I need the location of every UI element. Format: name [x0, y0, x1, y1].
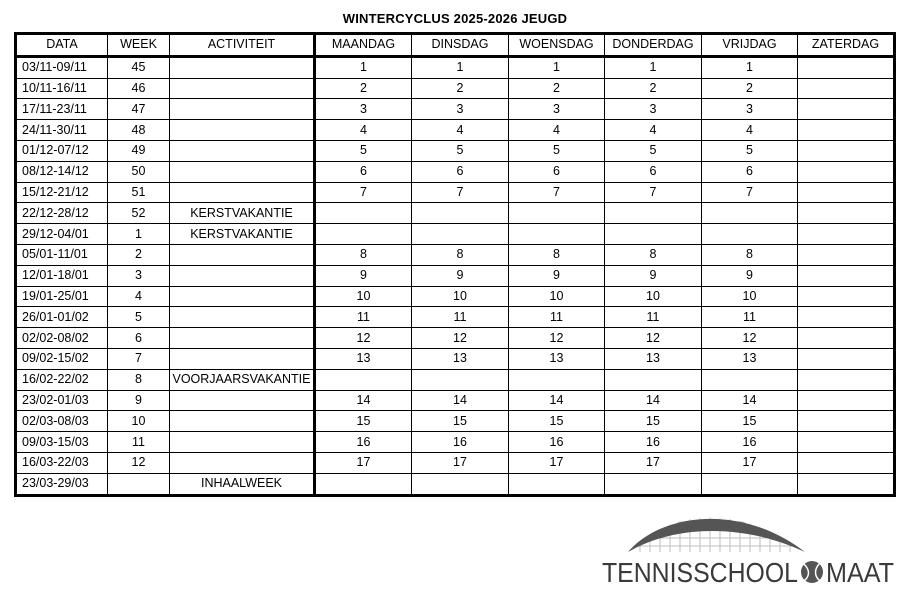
cell-zaterdag — [798, 452, 895, 473]
cell-date: 15/12-21/12 — [16, 182, 108, 203]
cell-donderdag: 2 — [605, 78, 702, 99]
cell-vrijdag: 5 — [702, 140, 798, 161]
table-row — [16, 348, 895, 369]
cell-donderdag: 6 — [605, 161, 702, 182]
cell-week: 47 — [108, 99, 170, 120]
cell-woensdag — [509, 473, 605, 495]
cell-donderdag: 16 — [605, 432, 702, 453]
cell-date: 10/11-16/11 — [16, 78, 108, 99]
cell-dinsdag: 16 — [412, 432, 509, 453]
table-row — [16, 161, 895, 182]
cell-donderdag — [605, 203, 702, 224]
table-row — [16, 369, 895, 390]
cell-dinsdag — [412, 203, 509, 224]
cell-vrijdag: 15 — [702, 411, 798, 432]
cell-zaterdag — [798, 99, 895, 120]
cell-woensdag: 13 — [509, 348, 605, 369]
cell-woensdag: 7 — [509, 182, 605, 203]
cell-maandag: 2 — [315, 78, 412, 99]
court-net-icon — [628, 508, 810, 552]
cell-zaterdag — [798, 286, 895, 307]
logo-text-maat: MAAT — [826, 557, 894, 588]
cell-week: 48 — [108, 120, 170, 141]
cell-date: 03/11-09/11 — [16, 56, 108, 78]
cell-zaterdag — [798, 78, 895, 99]
table-row — [16, 265, 895, 286]
cell-maandag: 9 — [315, 265, 412, 286]
cell-date: 24/11-30/11 — [16, 120, 108, 141]
cell-donderdag: 15 — [605, 411, 702, 432]
table-row — [16, 244, 895, 265]
cell-activity — [170, 182, 315, 203]
header-activiteit: ACTIVITEIT — [170, 34, 315, 57]
cell-dinsdag: 6 — [412, 161, 509, 182]
cell-donderdag: 13 — [605, 348, 702, 369]
cell-week: 49 — [108, 140, 170, 161]
cell-vrijdag: 16 — [702, 432, 798, 453]
cell-activity — [170, 244, 315, 265]
cell-zaterdag — [798, 348, 895, 369]
table-row — [16, 307, 895, 328]
cell-week: 6 — [108, 328, 170, 349]
cell-activity — [170, 411, 315, 432]
cell-maandag: 17 — [315, 452, 412, 473]
cell-vrijdag: 17 — [702, 452, 798, 473]
cell-woensdag: 8 — [509, 244, 605, 265]
cell-week: 3 — [108, 265, 170, 286]
tennisschool-maat-logo — [600, 508, 896, 596]
cell-activity — [170, 307, 315, 328]
cell-activity — [170, 161, 315, 182]
cell-woensdag — [509, 369, 605, 390]
cell-zaterdag — [798, 120, 895, 141]
cell-activity — [170, 432, 315, 453]
cell-activity — [170, 56, 315, 78]
cell-woensdag — [509, 203, 605, 224]
table-row — [16, 182, 895, 203]
cell-dinsdag — [412, 224, 509, 245]
cell-donderdag: 12 — [605, 328, 702, 349]
cell-woensdag: 14 — [509, 390, 605, 411]
cell-vrijdag: 10 — [702, 286, 798, 307]
cell-maandag: 5 — [315, 140, 412, 161]
cell-dinsdag: 17 — [412, 452, 509, 473]
cell-donderdag: 5 — [605, 140, 702, 161]
header-week: WEEK — [108, 34, 170, 57]
cell-donderdag: 7 — [605, 182, 702, 203]
cell-zaterdag — [798, 369, 895, 390]
schedule-table — [14, 32, 896, 497]
cell-week: 1 — [108, 224, 170, 245]
cell-dinsdag — [412, 473, 509, 495]
cell-dinsdag: 14 — [412, 390, 509, 411]
cell-vrijdag: 4 — [702, 120, 798, 141]
header-data: DATA — [16, 34, 108, 57]
table-row — [16, 390, 895, 411]
cell-dinsdag: 7 — [412, 182, 509, 203]
cell-vrijdag: 8 — [702, 244, 798, 265]
cell-maandag — [315, 224, 412, 245]
cell-zaterdag — [798, 265, 895, 286]
header-vrijdag: VRIJDAG — [702, 34, 798, 57]
table-row — [16, 203, 895, 224]
cell-maandag: 14 — [315, 390, 412, 411]
cell-activity — [170, 452, 315, 473]
cell-maandag: 16 — [315, 432, 412, 453]
cell-date: 08/12-14/12 — [16, 161, 108, 182]
cell-donderdag — [605, 473, 702, 495]
cell-date: 26/01-01/02 — [16, 307, 108, 328]
cell-activity: INHAALWEEK — [170, 473, 315, 495]
cell-maandag: 7 — [315, 182, 412, 203]
header-maandag: MAANDAG — [315, 34, 412, 57]
cell-zaterdag — [798, 307, 895, 328]
cell-week: 52 — [108, 203, 170, 224]
cell-date: 16/03-22/03 — [16, 452, 108, 473]
cell-week: 9 — [108, 390, 170, 411]
cell-zaterdag — [798, 56, 895, 78]
cell-week: 50 — [108, 161, 170, 182]
cell-activity — [170, 265, 315, 286]
cell-maandag: 13 — [315, 348, 412, 369]
cell-date: 09/03-15/03 — [16, 432, 108, 453]
cell-activity: KERSTVAKANTIE — [170, 203, 315, 224]
cell-zaterdag — [798, 328, 895, 349]
cell-date: 23/03-29/03 — [16, 473, 108, 495]
cell-zaterdag — [798, 161, 895, 182]
cell-week: 5 — [108, 307, 170, 328]
cell-donderdag — [605, 369, 702, 390]
table-row — [16, 56, 895, 78]
cell-activity — [170, 348, 315, 369]
cell-maandag — [315, 203, 412, 224]
table-row — [16, 224, 895, 245]
cell-date: 02/03-08/03 — [16, 411, 108, 432]
cell-maandag: 1 — [315, 56, 412, 78]
cell-woensdag: 10 — [509, 286, 605, 307]
cell-date: 12/01-18/01 — [16, 265, 108, 286]
cell-dinsdag: 11 — [412, 307, 509, 328]
cell-dinsdag: 12 — [412, 328, 509, 349]
cell-dinsdag: 8 — [412, 244, 509, 265]
cell-woensdag: 5 — [509, 140, 605, 161]
cell-zaterdag — [798, 432, 895, 453]
table-header-row — [16, 34, 895, 57]
cell-date: 17/11-23/11 — [16, 99, 108, 120]
cell-dinsdag: 13 — [412, 348, 509, 369]
cell-donderdag: 1 — [605, 56, 702, 78]
cell-zaterdag — [798, 203, 895, 224]
cell-maandag — [315, 369, 412, 390]
cell-dinsdag: 15 — [412, 411, 509, 432]
cell-donderdag: 9 — [605, 265, 702, 286]
cell-donderdag: 10 — [605, 286, 702, 307]
cell-week: 4 — [108, 286, 170, 307]
cell-zaterdag — [798, 473, 895, 495]
cell-date: 23/02-01/03 — [16, 390, 108, 411]
table-row — [16, 99, 895, 120]
cell-vrijdag: 12 — [702, 328, 798, 349]
cell-date: 01/12-07/12 — [16, 140, 108, 161]
cell-dinsdag: 10 — [412, 286, 509, 307]
cell-maandag: 8 — [315, 244, 412, 265]
cell-dinsdag: 9 — [412, 265, 509, 286]
cell-date: 16/02-22/02 — [16, 369, 108, 390]
cell-maandag — [315, 473, 412, 495]
cell-activity — [170, 390, 315, 411]
table-row — [16, 452, 895, 473]
table-row — [16, 78, 895, 99]
cell-week: 45 — [108, 56, 170, 78]
cell-woensdag: 2 — [509, 78, 605, 99]
cell-zaterdag — [798, 140, 895, 161]
cell-dinsdag: 5 — [412, 140, 509, 161]
table-row — [16, 286, 895, 307]
cell-zaterdag — [798, 390, 895, 411]
cell-maandag: 15 — [315, 411, 412, 432]
cell-activity — [170, 140, 315, 161]
cell-week: 11 — [108, 432, 170, 453]
cell-dinsdag: 1 — [412, 56, 509, 78]
logo-text-tennisschool: TENNISSCHOOL — [602, 557, 798, 588]
cell-week: 10 — [108, 411, 170, 432]
cell-woensdag: 15 — [509, 411, 605, 432]
cell-vrijdag: 11 — [702, 307, 798, 328]
cell-donderdag: 17 — [605, 452, 702, 473]
table-row — [16, 432, 895, 453]
cell-activity — [170, 328, 315, 349]
cell-donderdag: 3 — [605, 99, 702, 120]
cell-activity — [170, 286, 315, 307]
cell-maandag: 12 — [315, 328, 412, 349]
cell-vrijdag — [702, 473, 798, 495]
table-row — [16, 120, 895, 141]
cell-maandag: 6 — [315, 161, 412, 182]
cell-vrijdag — [702, 369, 798, 390]
table-row — [16, 328, 895, 349]
cell-date: 02/02-08/02 — [16, 328, 108, 349]
table-row — [16, 140, 895, 161]
cell-woensdag: 4 — [509, 120, 605, 141]
cell-date: 05/01-11/01 — [16, 244, 108, 265]
cell-vrijdag: 2 — [702, 78, 798, 99]
cell-week: 12 — [108, 452, 170, 473]
cell-week: 46 — [108, 78, 170, 99]
cell-dinsdag — [412, 369, 509, 390]
cell-woensdag — [509, 224, 605, 245]
cell-woensdag: 1 — [509, 56, 605, 78]
cell-week: 2 — [108, 244, 170, 265]
cell-week: 51 — [108, 182, 170, 203]
cell-woensdag: 6 — [509, 161, 605, 182]
cell-activity — [170, 120, 315, 141]
cell-donderdag: 14 — [605, 390, 702, 411]
cell-activity: KERSTVAKANTIE — [170, 224, 315, 245]
cell-donderdag: 8 — [605, 244, 702, 265]
cell-week: 7 — [108, 348, 170, 369]
cell-zaterdag — [798, 244, 895, 265]
cell-dinsdag: 2 — [412, 78, 509, 99]
cell-zaterdag — [798, 182, 895, 203]
cell-vrijdag: 3 — [702, 99, 798, 120]
tennis-ball-icon — [801, 561, 823, 583]
table-row — [16, 473, 895, 495]
cell-dinsdag: 4 — [412, 120, 509, 141]
cell-vrijdag: 14 — [702, 390, 798, 411]
cell-donderdag — [605, 224, 702, 245]
cell-vrijdag: 1 — [702, 56, 798, 78]
cell-date: 09/02-15/02 — [16, 348, 108, 369]
cell-date: 19/01-25/01 — [16, 286, 108, 307]
cell-zaterdag — [798, 411, 895, 432]
cell-vrijdag: 7 — [702, 182, 798, 203]
cell-activity — [170, 99, 315, 120]
cell-maandag: 11 — [315, 307, 412, 328]
cell-donderdag: 4 — [605, 120, 702, 141]
cell-woensdag: 3 — [509, 99, 605, 120]
header-dinsdag: DINSDAG — [412, 34, 509, 57]
cell-donderdag: 11 — [605, 307, 702, 328]
cell-date: 29/12-04/01 — [16, 224, 108, 245]
cell-woensdag: 11 — [509, 307, 605, 328]
cell-dinsdag: 3 — [412, 99, 509, 120]
cell-vrijdag: 13 — [702, 348, 798, 369]
cell-zaterdag — [798, 224, 895, 245]
table-row — [16, 411, 895, 432]
cell-week — [108, 473, 170, 495]
cell-woensdag: 17 — [509, 452, 605, 473]
cell-woensdag: 16 — [509, 432, 605, 453]
header-donderdag: DONDERDAG — [605, 34, 702, 57]
cell-maandag: 10 — [315, 286, 412, 307]
cell-date: 22/12-28/12 — [16, 203, 108, 224]
cell-maandag: 3 — [315, 99, 412, 120]
cell-vrijdag: 6 — [702, 161, 798, 182]
schedule-title: WINTERCYCLUS 2025-2026 JEUGD — [342, 11, 568, 26]
cell-woensdag: 12 — [509, 328, 605, 349]
cell-week: 8 — [108, 369, 170, 390]
cell-vrijdag — [702, 224, 798, 245]
cell-maandag: 4 — [315, 120, 412, 141]
cell-activity: VOORJAARSVAKANTIE — [170, 369, 315, 390]
cell-vrijdag — [702, 203, 798, 224]
cell-activity — [170, 78, 315, 99]
header-zaterdag: ZATERDAG — [798, 34, 895, 57]
cell-vrijdag: 9 — [702, 265, 798, 286]
header-woensdag: WOENSDAG — [509, 34, 605, 57]
cell-woensdag: 9 — [509, 265, 605, 286]
